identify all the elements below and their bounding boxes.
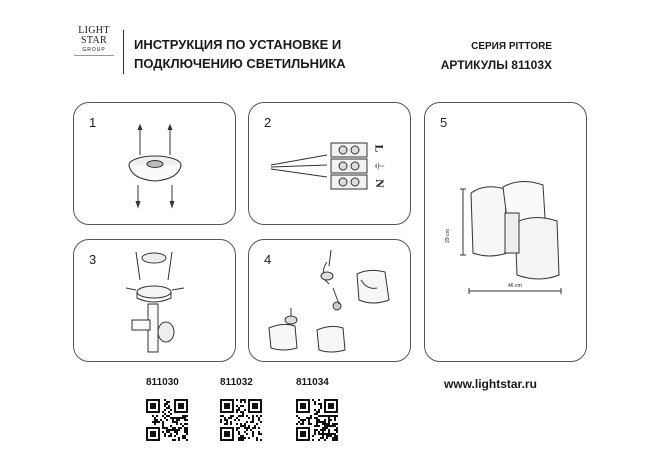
page-title xyxy=(134,35,346,73)
logo-underline xyxy=(74,55,114,56)
qr-code-icon-811034[interactable] xyxy=(296,399,338,441)
terminal-block-illustration xyxy=(249,103,412,226)
height-label: 29 cm xyxy=(444,229,451,243)
width-label: 46 cm xyxy=(508,283,522,289)
step-5-panel xyxy=(424,102,587,362)
step-5-number: 5 xyxy=(440,115,448,130)
fixture-assembly-illustration xyxy=(74,240,237,363)
step-2-panel xyxy=(248,102,411,225)
wire-label-l: L xyxy=(372,144,387,153)
step-1-number: 1 xyxy=(89,115,97,130)
mounting-base-illustration xyxy=(74,103,237,226)
article-811032: 811032 xyxy=(220,377,253,388)
logo-line3: GROUP xyxy=(82,47,106,53)
website-link[interactable]: www.lightstar.ru xyxy=(444,377,537,391)
qr-code-icon-811030[interactable] xyxy=(146,399,188,441)
shade-installation-illustration xyxy=(249,240,412,363)
article-811030: 811030 xyxy=(146,377,179,388)
brand-logo xyxy=(74,26,114,74)
series-name: СЕРИЯ PITTORE xyxy=(471,41,552,52)
title-line1: ИНСТРУКЦИЯ ПО УСТАНОВКЕ И xyxy=(134,37,342,52)
step-4-number: 4 xyxy=(264,252,272,267)
qr-code-icon-811032[interactable] xyxy=(220,399,262,441)
article-range: АРТИКУЛЫ 81103X xyxy=(440,58,552,72)
step-2-number: 2 xyxy=(264,115,272,130)
ground-icon: ⏚ xyxy=(372,160,385,172)
logo-line2: STAR xyxy=(81,35,107,46)
step-1-panel xyxy=(73,102,236,225)
logo-line1: LIGHT xyxy=(78,25,110,36)
header-divider xyxy=(123,30,124,74)
series-block xyxy=(441,37,552,75)
step-3-number: 3 xyxy=(89,252,97,267)
article-811034: 811034 xyxy=(296,377,329,388)
step-4-panel xyxy=(248,239,411,362)
title-line2: ПОДКЛЮЧЕНИЮ СВЕТИЛЬНИКА xyxy=(134,56,346,71)
wire-label-n: N xyxy=(372,179,387,188)
step-3-panel xyxy=(73,239,236,362)
